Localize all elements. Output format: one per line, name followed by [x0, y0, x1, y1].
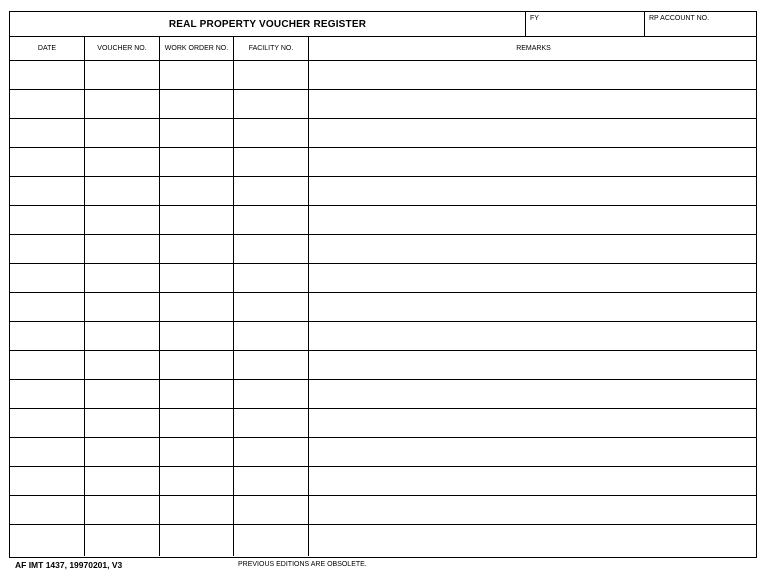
cell-facility-no[interactable] [234, 322, 309, 350]
cell-facility-no[interactable] [234, 380, 309, 408]
cell-facility-no[interactable] [234, 90, 309, 118]
column-header-voucher-no: VOUCHER NO. [85, 37, 160, 60]
cell-remarks[interactable] [309, 61, 758, 89]
form-id: AF IMT 1437, 19970201, V3 [15, 560, 123, 570]
table-row [10, 177, 756, 206]
cell-work-order-no[interactable] [160, 148, 234, 176]
cell-voucher-no[interactable] [85, 525, 160, 556]
rp-account-label: RP ACCOUNT NO. [649, 15, 710, 22]
cell-date[interactable] [10, 61, 85, 89]
cell-remarks[interactable] [309, 293, 758, 321]
cell-voucher-no[interactable] [85, 177, 160, 205]
cell-remarks[interactable] [309, 409, 758, 437]
cell-remarks[interactable] [309, 351, 758, 379]
cell-voucher-no[interactable] [85, 496, 160, 524]
rp-account-field[interactable] [645, 12, 756, 36]
column-header-facility-no: FACILITY NO. [234, 37, 309, 60]
cell-voucher-no[interactable] [85, 438, 160, 466]
cell-remarks[interactable] [309, 119, 758, 147]
cell-work-order-no[interactable] [160, 322, 234, 350]
cell-voucher-no[interactable] [85, 90, 160, 118]
table-row [10, 90, 756, 119]
table-row [10, 148, 756, 177]
cell-facility-no[interactable] [234, 61, 309, 89]
cell-date[interactable] [10, 293, 85, 321]
cell-work-order-no[interactable] [160, 264, 234, 292]
column-header-work-order-no: WORK ORDER NO. [160, 37, 234, 60]
table-row [10, 467, 756, 496]
cell-date[interactable] [10, 409, 85, 437]
table-row [10, 293, 756, 322]
cell-date[interactable] [10, 119, 85, 147]
cell-work-order-no[interactable] [160, 525, 234, 556]
cell-remarks[interactable] [309, 264, 758, 292]
cell-facility-no[interactable] [234, 177, 309, 205]
cell-facility-no[interactable] [234, 351, 309, 379]
table-row [10, 119, 756, 148]
cell-voucher-no[interactable] [85, 264, 160, 292]
cell-date[interactable] [10, 525, 85, 556]
table-row [10, 409, 756, 438]
cell-facility-no[interactable] [234, 409, 309, 437]
cell-date[interactable] [10, 351, 85, 379]
cell-voucher-no[interactable] [85, 235, 160, 263]
cell-voucher-no[interactable] [85, 409, 160, 437]
cell-date[interactable] [10, 438, 85, 466]
cell-voucher-no[interactable] [85, 293, 160, 321]
form-footer [9, 559, 757, 575]
cell-facility-no[interactable] [234, 438, 309, 466]
cell-date[interactable] [10, 467, 85, 495]
cell-work-order-no[interactable] [160, 293, 234, 321]
cell-facility-no[interactable] [234, 264, 309, 292]
voucher-register-form [9, 11, 757, 558]
cell-work-order-no[interactable] [160, 90, 234, 118]
cell-remarks[interactable] [309, 322, 758, 350]
cell-work-order-no[interactable] [160, 380, 234, 408]
cell-remarks[interactable] [309, 206, 758, 234]
cell-date[interactable] [10, 177, 85, 205]
cell-facility-no[interactable] [234, 119, 309, 147]
cell-work-order-no[interactable] [160, 61, 234, 89]
table-row [10, 496, 756, 525]
table-row [10, 380, 756, 409]
cell-remarks[interactable] [309, 380, 758, 408]
cell-facility-no[interactable] [234, 467, 309, 495]
cell-work-order-no[interactable] [160, 206, 234, 234]
cell-voucher-no[interactable] [85, 351, 160, 379]
cell-remarks[interactable] [309, 90, 758, 118]
title-row [10, 12, 756, 37]
cell-work-order-no[interactable] [160, 438, 234, 466]
column-header-remarks: REMARKS [516, 45, 551, 52]
cell-remarks[interactable] [309, 235, 758, 263]
cell-work-order-no[interactable] [160, 496, 234, 524]
cell-work-order-no[interactable] [160, 177, 234, 205]
table-row [10, 351, 756, 380]
cell-date[interactable] [10, 148, 85, 176]
cell-work-order-no[interactable] [160, 351, 234, 379]
cell-date[interactable] [10, 496, 85, 524]
cell-remarks[interactable] [309, 148, 758, 176]
cell-work-order-no[interactable] [160, 235, 234, 263]
table-row [10, 206, 756, 235]
obsolete-notice: PREVIOUS EDITIONS ARE OBSOLETE. [238, 561, 367, 568]
cell-facility-no[interactable] [234, 235, 309, 263]
cell-voucher-no[interactable] [85, 119, 160, 147]
cell-remarks[interactable] [309, 467, 758, 495]
column-header-date: DATE [10, 37, 85, 60]
cell-date[interactable] [10, 235, 85, 263]
cell-voucher-no[interactable] [85, 61, 160, 89]
cell-date[interactable] [10, 380, 85, 408]
cell-facility-no[interactable] [234, 496, 309, 524]
table-row [10, 61, 756, 90]
cell-date[interactable] [10, 322, 85, 350]
cell-remarks[interactable] [309, 438, 758, 466]
cell-facility-no[interactable] [234, 293, 309, 321]
cell-voucher-no[interactable] [85, 206, 160, 234]
fy-field[interactable] [526, 12, 645, 36]
cell-voucher-no[interactable] [85, 322, 160, 350]
cell-remarks[interactable] [309, 177, 758, 205]
column-header-row [10, 37, 756, 61]
cell-work-order-no[interactable] [160, 409, 234, 437]
table-row [10, 264, 756, 293]
cell-date[interactable] [10, 264, 85, 292]
cell-voucher-no[interactable] [85, 380, 160, 408]
cell-remarks[interactable] [309, 496, 758, 524]
cell-facility-no[interactable] [234, 148, 309, 176]
cell-date[interactable] [10, 206, 85, 234]
cell-work-order-no[interactable] [160, 467, 234, 495]
cell-voucher-no[interactable] [85, 148, 160, 176]
cell-date[interactable] [10, 90, 85, 118]
fy-label: FY [530, 15, 539, 22]
form-title: REAL PROPERTY VOUCHER REGISTER [10, 12, 526, 36]
cell-voucher-no[interactable] [85, 467, 160, 495]
register-table-body [10, 61, 756, 557]
cell-facility-no[interactable] [234, 525, 309, 556]
table-row [10, 438, 756, 467]
table-row [10, 322, 756, 351]
cell-work-order-no[interactable] [160, 119, 234, 147]
cell-remarks[interactable] [309, 525, 758, 556]
table-row [10, 235, 756, 264]
table-row [10, 525, 756, 556]
cell-facility-no[interactable] [234, 206, 309, 234]
